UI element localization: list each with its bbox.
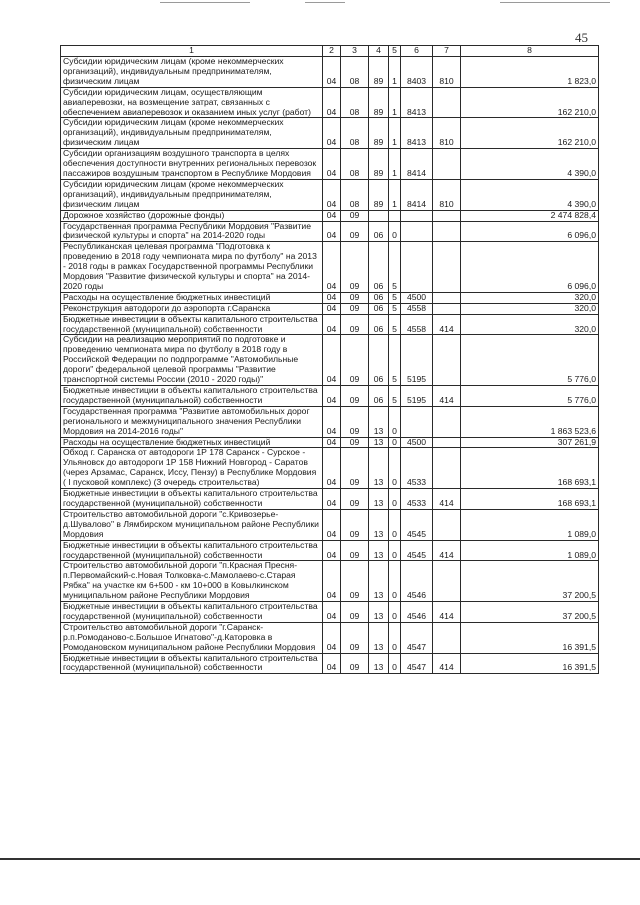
- cell-expense-type: [433, 335, 461, 386]
- cell-expense-type: [433, 406, 461, 437]
- cell-amount: 320,0: [461, 303, 599, 314]
- cell-program: 06: [369, 292, 389, 303]
- cell-program: 06: [369, 242, 389, 293]
- cell-subsection: 09: [341, 561, 369, 602]
- table-row: [61, 314, 599, 335]
- cell-amount: 1 863 523,6: [461, 406, 599, 437]
- cell-subprogram: 5: [389, 314, 401, 335]
- cell-amount: 5 776,0: [461, 335, 599, 386]
- table-row: [61, 118, 599, 149]
- cell-amount: 5 776,0: [461, 386, 599, 407]
- cell-program: [369, 210, 389, 221]
- table-header-row: [61, 46, 599, 57]
- column-header: 4: [369, 46, 389, 57]
- cell-target-article: 4533: [401, 448, 433, 489]
- cell-name: Субсидии юридическим лицам (кроме некоммерческих организаций), индивидуальным предпринимателям, физическим лицам: [61, 57, 323, 88]
- cell-subprogram: 5: [389, 386, 401, 407]
- cell-program: 06: [369, 335, 389, 386]
- scan-top-rule-center: [305, 2, 345, 3]
- cell-subsection: 08: [341, 179, 369, 210]
- scan-bottom-rule: [0, 858, 640, 860]
- column-header: 8: [461, 46, 599, 57]
- table-row: [61, 602, 599, 623]
- cell-program: 13: [369, 540, 389, 561]
- table-row: [61, 653, 599, 674]
- cell-amount: 6 096,0: [461, 242, 599, 293]
- table-row: [61, 509, 599, 540]
- column-header: 1: [61, 46, 323, 57]
- cell-program: 89: [369, 179, 389, 210]
- table-row: [61, 489, 599, 510]
- cell-expense-type: [433, 561, 461, 602]
- cell-expense-type: 414: [433, 489, 461, 510]
- cell-name: Бюджетные инвестиции в объекты капитального строительства государственной (муниципальной) собственности: [61, 602, 323, 623]
- cell-program: 13: [369, 622, 389, 653]
- cell-subprogram: 1: [389, 57, 401, 88]
- cell-section: 04: [323, 448, 341, 489]
- cell-target-article: [401, 221, 433, 242]
- cell-subsection: 09: [341, 653, 369, 674]
- cell-name: Государственная программа Республики Мордовия "Развитие физической культуры и спорта" на 2014-2020 годы: [61, 221, 323, 242]
- cell-amount: 320,0: [461, 292, 599, 303]
- cell-section: 04: [323, 561, 341, 602]
- cell-amount: 168 693,1: [461, 489, 599, 510]
- cell-subprogram: 5: [389, 303, 401, 314]
- table-row: [61, 221, 599, 242]
- cell-target-article: 4500: [401, 437, 433, 448]
- cell-subprogram: 1: [389, 149, 401, 180]
- table-row: [61, 179, 599, 210]
- cell-section: 04: [323, 314, 341, 335]
- cell-expense-type: 414: [433, 314, 461, 335]
- cell-program: 13: [369, 437, 389, 448]
- cell-name: Бюджетные инвестиции в объекты капитального строительства государственной (муниципальной) собственности: [61, 314, 323, 335]
- table-row: [61, 335, 599, 386]
- cell-name: Строительство автомобильной дороги "с.Кривозерье-д.Шувалово" в Лямбирском муниципальном районе Республики Мордовия: [61, 509, 323, 540]
- cell-name: Субсидии организациям воздушного транспорта в целях обеспечения доступности внутренних региональных перевозок пассажиров воздушным транспортом в Республике Мордовия: [61, 149, 323, 180]
- cell-subprogram: 0: [389, 406, 401, 437]
- cell-subprogram: 0: [389, 437, 401, 448]
- table-row: [61, 386, 599, 407]
- table-row: [61, 292, 599, 303]
- cell-program: 06: [369, 386, 389, 407]
- cell-name: Строительство автомобильной дороги "г.Саранск-р.п.Ромоданово-с.Большое Игнатово"-д.Каторовка в Ромодановском муниципальном районе Республики Мордовия: [61, 622, 323, 653]
- cell-subsection: 09: [341, 292, 369, 303]
- cell-target-article: [401, 406, 433, 437]
- cell-subprogram: 0: [389, 509, 401, 540]
- table-row: [61, 540, 599, 561]
- cell-program: 13: [369, 653, 389, 674]
- column-header: 7: [433, 46, 461, 57]
- cell-amount: 162 210,0: [461, 118, 599, 149]
- column-header: 3: [341, 46, 369, 57]
- cell-name: Дорожное хозяйство (дорожные фонды): [61, 210, 323, 221]
- cell-section: 04: [323, 622, 341, 653]
- cell-amount: 16 391,5: [461, 653, 599, 674]
- cell-name: Республиканская целевая программа "Подготовка к проведению в 2018 году чемпионата мира по футболу" на 2013 - 2018 годы в рамках Государственной программы Республики Мордовия "Развитие физической культуры и спорта" на 2014-2020 годы: [61, 242, 323, 293]
- cell-expense-type: [433, 437, 461, 448]
- table-row: [61, 87, 599, 118]
- cell-amount: 16 391,5: [461, 622, 599, 653]
- cell-program: 89: [369, 149, 389, 180]
- cell-name: Расходы на осуществление бюджетных инвестиций: [61, 292, 323, 303]
- cell-program: 89: [369, 57, 389, 88]
- cell-section: 04: [323, 406, 341, 437]
- cell-section: 04: [323, 242, 341, 293]
- cell-expense-type: [433, 210, 461, 221]
- cell-name: Бюджетные инвестиции в объекты капитального строительства государственной (муниципальной) собственности: [61, 540, 323, 561]
- cell-subsection: 09: [341, 437, 369, 448]
- cell-subsection: 08: [341, 149, 369, 180]
- cell-target-article: [401, 242, 433, 293]
- cell-expense-type: 810: [433, 179, 461, 210]
- cell-program: 13: [369, 448, 389, 489]
- column-header: 2: [323, 46, 341, 57]
- cell-subprogram: 1: [389, 87, 401, 118]
- cell-amount: 168 693,1: [461, 448, 599, 489]
- cell-subprogram: 5: [389, 335, 401, 386]
- cell-subprogram: 0: [389, 622, 401, 653]
- table-row: [61, 149, 599, 180]
- cell-expense-type: 414: [433, 602, 461, 623]
- cell-name: Государственная программа "Развитие автомобильных дорог регионального и межмуниципального значения Республики Мордовия на 2014-2016 годы": [61, 406, 323, 437]
- cell-section: 04: [323, 489, 341, 510]
- cell-subprogram: 0: [389, 448, 401, 489]
- cell-target-article: 4546: [401, 602, 433, 623]
- table-row: [61, 406, 599, 437]
- cell-target-article: 4546: [401, 561, 433, 602]
- cell-name: Субсидии юридическим лицам (кроме некоммерческих организаций), индивидуальным предпринимателям, физическим лицам: [61, 118, 323, 149]
- cell-amount: 307 261,9: [461, 437, 599, 448]
- cell-expense-type: [433, 149, 461, 180]
- cell-expense-type: 810: [433, 57, 461, 88]
- cell-target-article: 5195: [401, 386, 433, 407]
- cell-expense-type: [433, 303, 461, 314]
- cell-subprogram: 0: [389, 221, 401, 242]
- cell-target-article: 8403: [401, 57, 433, 88]
- cell-name: Бюджетные инвестиции в объекты капитального строительства государственной (муниципальной) собственности: [61, 489, 323, 510]
- cell-name: Расходы на осуществление бюджетных инвестиций: [61, 437, 323, 448]
- cell-section: 04: [323, 335, 341, 386]
- table-body: [61, 57, 599, 674]
- cell-expense-type: [433, 448, 461, 489]
- cell-expense-type: [433, 509, 461, 540]
- column-header: 5: [389, 46, 401, 57]
- cell-program: 13: [369, 509, 389, 540]
- cell-section: 04: [323, 210, 341, 221]
- cell-target-article: [401, 210, 433, 221]
- cell-target-article: 4533: [401, 489, 433, 510]
- cell-subsection: 09: [341, 386, 369, 407]
- cell-target-article: 4558: [401, 303, 433, 314]
- cell-section: 04: [323, 509, 341, 540]
- cell-name: Бюджетные инвестиции в объекты капитального строительства государственной (муниципальной) собственности: [61, 653, 323, 674]
- scan-top-rule-left: [160, 2, 250, 3]
- cell-section: 04: [323, 292, 341, 303]
- cell-target-article: 4500: [401, 292, 433, 303]
- cell-subsection: 09: [341, 335, 369, 386]
- cell-name: Бюджетные инвестиции в объекты капитального строительства государственной (муниципальной) собственности: [61, 386, 323, 407]
- column-header: 6: [401, 46, 433, 57]
- cell-amount: 1 823,0: [461, 57, 599, 88]
- cell-subprogram: 1: [389, 179, 401, 210]
- cell-amount: 37 200,5: [461, 561, 599, 602]
- cell-subsection: 09: [341, 314, 369, 335]
- cell-section: 04: [323, 57, 341, 88]
- cell-program: 89: [369, 87, 389, 118]
- cell-subsection: 09: [341, 406, 369, 437]
- cell-subprogram: 0: [389, 653, 401, 674]
- cell-expense-type: 414: [433, 540, 461, 561]
- cell-subsection: 09: [341, 489, 369, 510]
- cell-program: 06: [369, 314, 389, 335]
- cell-target-article: 4545: [401, 540, 433, 561]
- table-row: [61, 448, 599, 489]
- cell-name: Субсидии юридическим лицам, осуществляющим авиаперевозки, на возмещение затрат, связанных с обеспечением авиаперевозок и оказанием иных услуг (работ): [61, 87, 323, 118]
- cell-section: 04: [323, 653, 341, 674]
- cell-amount: 320,0: [461, 314, 599, 335]
- cell-target-article: 4547: [401, 653, 433, 674]
- cell-section: 04: [323, 386, 341, 407]
- cell-subsection: 09: [341, 448, 369, 489]
- cell-target-article: 4558: [401, 314, 433, 335]
- table-row: [61, 303, 599, 314]
- cell-section: 04: [323, 221, 341, 242]
- table-row: [61, 210, 599, 221]
- table-row: [61, 57, 599, 88]
- cell-program: 13: [369, 406, 389, 437]
- cell-subsection: 08: [341, 118, 369, 149]
- cell-subsection: 09: [341, 602, 369, 623]
- cell-expense-type: [433, 87, 461, 118]
- cell-program: 13: [369, 561, 389, 602]
- cell-name: Обход г. Саранска от автодороги 1Р 178 Саранск - Сурское - Ульяновск до автодороги 1Р 158 Нижний Новгород - Саратов (через Арзамас, Саранск, Иссу, Пензу) в Республике Мордовия ( I пусковой комплекс) (3 очередь строительства): [61, 448, 323, 489]
- cell-amount: 37 200,5: [461, 602, 599, 623]
- table-row: [61, 561, 599, 602]
- cell-amount: 4 390,0: [461, 179, 599, 210]
- cell-amount: 162 210,0: [461, 87, 599, 118]
- cell-subsection: 09: [341, 509, 369, 540]
- cell-subsection: 09: [341, 303, 369, 314]
- cell-expense-type: [433, 622, 461, 653]
- cell-program: 13: [369, 489, 389, 510]
- cell-subsection: 09: [341, 540, 369, 561]
- cell-section: 04: [323, 149, 341, 180]
- cell-section: 04: [323, 602, 341, 623]
- cell-target-article: 4547: [401, 622, 433, 653]
- cell-subprogram: 0: [389, 489, 401, 510]
- cell-amount: 6 096,0: [461, 221, 599, 242]
- cell-program: 06: [369, 221, 389, 242]
- cell-name: Субсидии на реализацию мероприятий по подготовке и проведению чемпионата мира по футболу в 2018 году в Российской Федерации по подпрограмме "Автомобильные дороги" федеральной целевой программы "Развитие транспортной системы России (2010 - 2020 годы)": [61, 335, 323, 386]
- cell-expense-type: 414: [433, 653, 461, 674]
- page-number: 45: [575, 30, 588, 45]
- cell-expense-type: [433, 292, 461, 303]
- cell-name: Субсидии юридическим лицам (кроме некоммерческих организаций), индивидуальным предпринимателям, физическим лицам: [61, 179, 323, 210]
- table-row: [61, 622, 599, 653]
- cell-program: 06: [369, 303, 389, 314]
- cell-expense-type: 810: [433, 118, 461, 149]
- cell-expense-type: [433, 242, 461, 293]
- cell-subsection: 09: [341, 221, 369, 242]
- cell-subsection: 09: [341, 242, 369, 293]
- cell-name: Реконструкция автодороги до аэропорта г.Саранска: [61, 303, 323, 314]
- cell-subsection: 09: [341, 622, 369, 653]
- cell-section: 04: [323, 87, 341, 118]
- table-row: [61, 242, 599, 293]
- cell-name: Строительство автомобильной дороги "п.Красная Пресня-п.Первомайский-с.Новая Толковка-с.Мамолаево-с.Старая Рябка" на участке км 6+500 - км 10+000 в Ковылкинском муниципальном районе Республики Мордовия: [61, 561, 323, 602]
- cell-subsection: 08: [341, 87, 369, 118]
- cell-subprogram: 5: [389, 292, 401, 303]
- cell-amount: 4 390,0: [461, 149, 599, 180]
- cell-target-article: 5195: [401, 335, 433, 386]
- cell-program: 13: [369, 602, 389, 623]
- cell-target-article: 8414: [401, 149, 433, 180]
- cell-subprogram: 1: [389, 118, 401, 149]
- cell-section: 04: [323, 437, 341, 448]
- cell-section: 04: [323, 179, 341, 210]
- cell-subprogram: [389, 210, 401, 221]
- cell-amount: 1 089,0: [461, 509, 599, 540]
- cell-amount: 1 089,0: [461, 540, 599, 561]
- cell-subprogram: 0: [389, 602, 401, 623]
- cell-target-article: 4545: [401, 509, 433, 540]
- cell-subsection: 09: [341, 210, 369, 221]
- cell-expense-type: 414: [433, 386, 461, 407]
- cell-section: 04: [323, 118, 341, 149]
- cell-subprogram: 0: [389, 561, 401, 602]
- cell-subsection: 08: [341, 57, 369, 88]
- cell-subprogram: 0: [389, 540, 401, 561]
- cell-target-article: 8413: [401, 87, 433, 118]
- cell-subprogram: 5: [389, 242, 401, 293]
- budget-table: [60, 45, 599, 674]
- cell-program: 89: [369, 118, 389, 149]
- cell-expense-type: [433, 221, 461, 242]
- cell-section: 04: [323, 303, 341, 314]
- cell-amount: 2 474 828,4: [461, 210, 599, 221]
- cell-target-article: 8414: [401, 179, 433, 210]
- scan-top-rule-right: [500, 2, 610, 3]
- table-row: [61, 437, 599, 448]
- cell-section: 04: [323, 540, 341, 561]
- cell-target-article: 8413: [401, 118, 433, 149]
